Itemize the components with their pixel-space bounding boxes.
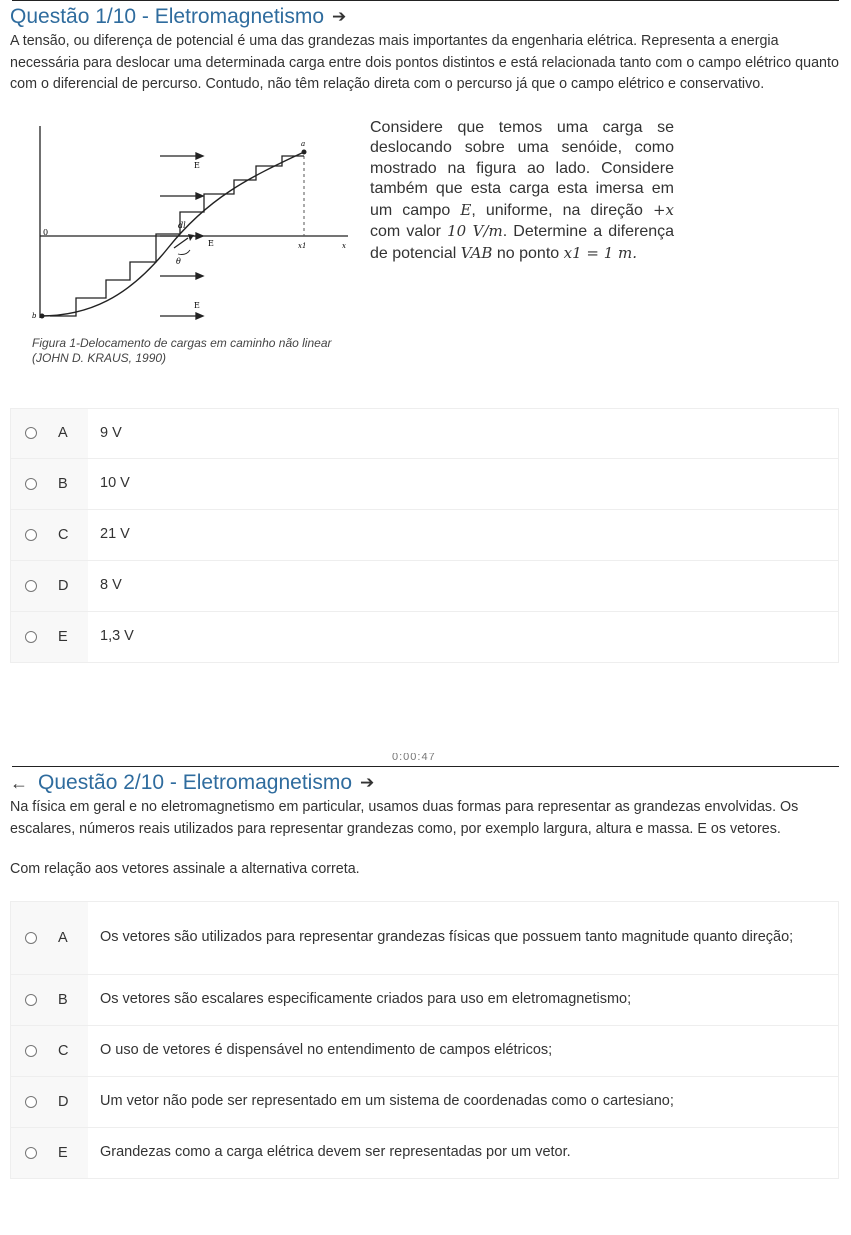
option-text[interactable]: O uso de vetores é dispensável no entendimento de campos elétricos; — [100, 1042, 553, 1058]
option-selector[interactable] — [11, 612, 88, 662]
question-text: A tensão, ou diferença de potencial é uma das grandezas mais importantes da engenharia elétrica. Representa a energia necessária para deslocar uma determinada carga entre dois pontos distintos e está relacionada tanto com o campo elétrico quanto com o diferencial de percurso. Contudo, não têm relação direta com o percurso já que o campo elétrico e conservativo. — [10, 33, 839, 92]
side-text-part-1: Considere que temos uma carga se deslocando sobre uma senóide, como mostrado na figura ao lado. Considere também que esta carga esta imersa em um campo — [370, 118, 674, 219]
label-theta: θ — [176, 256, 181, 266]
option-c[interactable] — [11, 1025, 838, 1076]
question-1 — [10, 0, 839, 663]
figure-row — [10, 118, 839, 408]
option-selector[interactable] — [11, 561, 88, 611]
option-selector[interactable] — [11, 409, 88, 458]
option-text[interactable]: Grandezas como a carga elétrica devem ser representadas por um vetor. — [100, 1144, 571, 1160]
radio-button[interactable] — [25, 427, 37, 439]
options-list — [10, 901, 839, 1179]
option-letter: C — [58, 1042, 69, 1059]
divider — [12, 0, 839, 1]
option-e[interactable] — [11, 1127, 838, 1178]
timer-peek: 0:00:47 — [392, 753, 436, 761]
option-selector[interactable] — [11, 902, 88, 974]
label-E-mid: E — [208, 238, 214, 248]
option-text[interactable]: 10 V — [100, 475, 130, 491]
option-text[interactable]: 8 V — [100, 577, 122, 593]
radio-button[interactable] — [25, 631, 37, 643]
question-title-text: Questão 2/10 - Eletromagnetismo — [38, 771, 352, 794]
option-letter: B — [58, 475, 68, 492]
label-b: b — [32, 311, 37, 320]
option-d[interactable] — [11, 560, 838, 611]
option-letter: D — [58, 577, 69, 594]
option-text[interactable]: 21 V — [100, 526, 130, 542]
option-b[interactable] — [11, 974, 838, 1025]
option-a[interactable] — [11, 902, 838, 974]
option-letter: C — [58, 526, 69, 543]
divider — [12, 766, 839, 767]
side-text-part-3: com valor — [370, 223, 442, 240]
radio-button[interactable] — [25, 994, 37, 1006]
option-selector[interactable] — [11, 975, 88, 1025]
math-direction: +x — [652, 200, 674, 219]
option-letter: E — [58, 628, 68, 645]
option-selector[interactable] — [11, 459, 88, 509]
option-letter: E — [58, 1144, 68, 1161]
label-x: x — [342, 241, 346, 250]
side-text-part-4: . Determine a diferença de potencial — [370, 223, 675, 262]
math-E: E — [460, 200, 472, 219]
sinusoid-path-diagram — [28, 118, 362, 328]
option-selector[interactable] — [11, 1128, 88, 1178]
radio-button[interactable] — [25, 932, 37, 944]
label-origin: 0 — [43, 227, 49, 237]
question-title — [10, 3, 839, 31]
radio-button[interactable] — [25, 580, 37, 592]
question-title — [10, 769, 839, 797]
option-text[interactable]: Um vetor não pode ser representado em um sistema de coordenadas como o cartesiano; — [100, 1093, 674, 1109]
math-vab: VAB — [460, 243, 493, 262]
option-letter: A — [58, 929, 68, 946]
option-selector[interactable] — [11, 1077, 88, 1127]
figure — [28, 118, 362, 328]
label-E-bottom: E — [194, 300, 200, 310]
option-a[interactable] — [11, 409, 838, 458]
arrow-right-icon[interactable]: ➔ — [332, 7, 347, 26]
option-text[interactable]: Os vetores são escalares especificamente criados para uso em eletromagnetismo; — [100, 991, 632, 1007]
label-x1: x1 — [298, 241, 307, 250]
label-a: a — [301, 139, 306, 148]
radio-button[interactable] — [25, 529, 37, 541]
option-selector[interactable] — [11, 1026, 88, 1076]
question-side-text: Considere que temos uma carga se deslocando sobre uma senóide, como mostrado na figura ao lado. Considere também que esta carga esta imersa em um campo E, uniforme, na direção +x com valor 10 V/m. Determine a diferença de potencial VAB no ponto x1 = 1 m. — [370, 118, 675, 262]
figure-caption: Figura 1-Delocamento de cargas em caminho não linear (JOHN D. KRAUS, 1990) — [32, 335, 332, 365]
option-selector[interactable] — [11, 510, 88, 560]
radio-button[interactable] — [25, 1096, 37, 1108]
option-c[interactable] — [11, 509, 838, 560]
radio-button[interactable] — [25, 1147, 37, 1159]
option-d[interactable] — [11, 1076, 838, 1127]
option-letter: A — [58, 425, 68, 441]
arrow-left-icon[interactable]: ← — [10, 773, 28, 793]
label-dl: dl — [178, 220, 186, 230]
radio-button[interactable] — [25, 1045, 37, 1057]
question-title-text: Questão 1/10 - Eletromagnetismo — [10, 5, 324, 28]
options-list — [10, 408, 839, 663]
question-prompt: Com relação aos vetores assinale a alternativa correta. — [10, 861, 360, 877]
option-b[interactable] — [11, 458, 838, 509]
arrow-right-icon[interactable]: ➔ — [360, 773, 375, 792]
math-value: 10 V/m — [447, 222, 503, 240]
option-e[interactable] — [11, 611, 838, 662]
radio-button[interactable] — [25, 478, 37, 490]
side-text-part-5: no ponto — [496, 244, 560, 262]
option-text[interactable]: Os vetores são utilizados para representar grandezas físicas que possuem tanto magnitude quanto direção; — [100, 929, 794, 945]
side-text-part-2: uniforme, na direção — [485, 201, 643, 219]
option-letter: B — [58, 991, 68, 1008]
question-2 — [10, 766, 839, 1179]
option-text[interactable]: 9 V — [100, 424, 122, 441]
option-text[interactable]: 1,3 V — [100, 628, 134, 644]
question-text: Na física em geral e no eletromagnetismo em particular, usamos duas formas para representar as grandezas envolvidas. Os escalares, números reais utilizados para representar grandezas como, por exemplo largura, altura e massa. E os vetores. — [10, 799, 799, 837]
label-E-top: E — [194, 160, 200, 170]
math-x1: x1 = 1 m. — [563, 243, 638, 262]
option-letter: D — [58, 1093, 69, 1110]
